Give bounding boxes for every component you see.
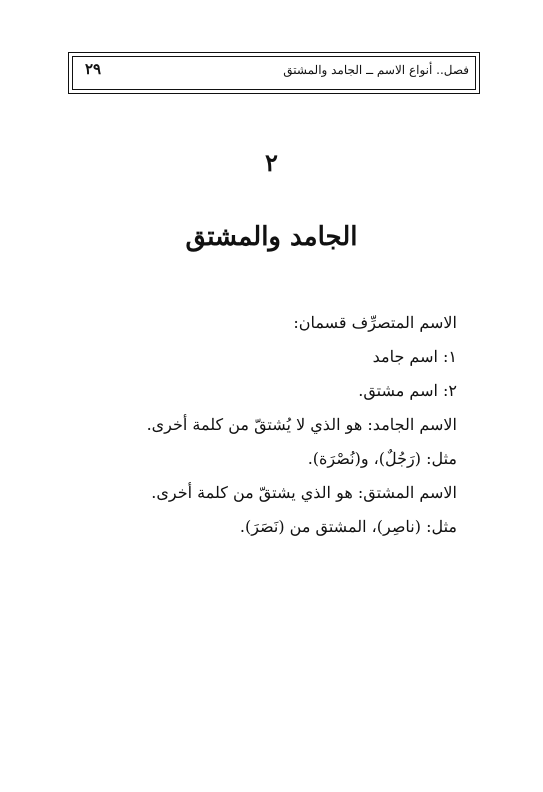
body-line: الاسم المتصرِّف قسمان:	[293, 313, 457, 332]
running-header-title: فصل.. أنواع الاسم ــ الجامد والمشتق	[283, 63, 469, 77]
chapter-number: ٢	[265, 148, 278, 177]
body-line: الاسم الجامد: هو الذي لا يُشتقّ من كلمة أخرى.	[146, 415, 457, 434]
chapter-title: الجامد والمشتق	[185, 222, 358, 252]
body-line: ١: اسم جامد	[372, 347, 457, 366]
body-text	[77, 306, 457, 544]
body-line: مثل: (رَجُلٌ)، و(نُصْرَة).	[307, 449, 457, 468]
body-line: الاسم المشتق: هو الذي يشتقّ من كلمة أخرى.	[151, 483, 457, 502]
body-line: مثل: (ناصِر)، المشتق من (نَصَرَ).	[239, 517, 457, 536]
page-number: ٢٩	[85, 60, 102, 78]
running-header	[68, 52, 480, 94]
body-line: ٢: اسم مشتق.	[358, 381, 457, 400]
